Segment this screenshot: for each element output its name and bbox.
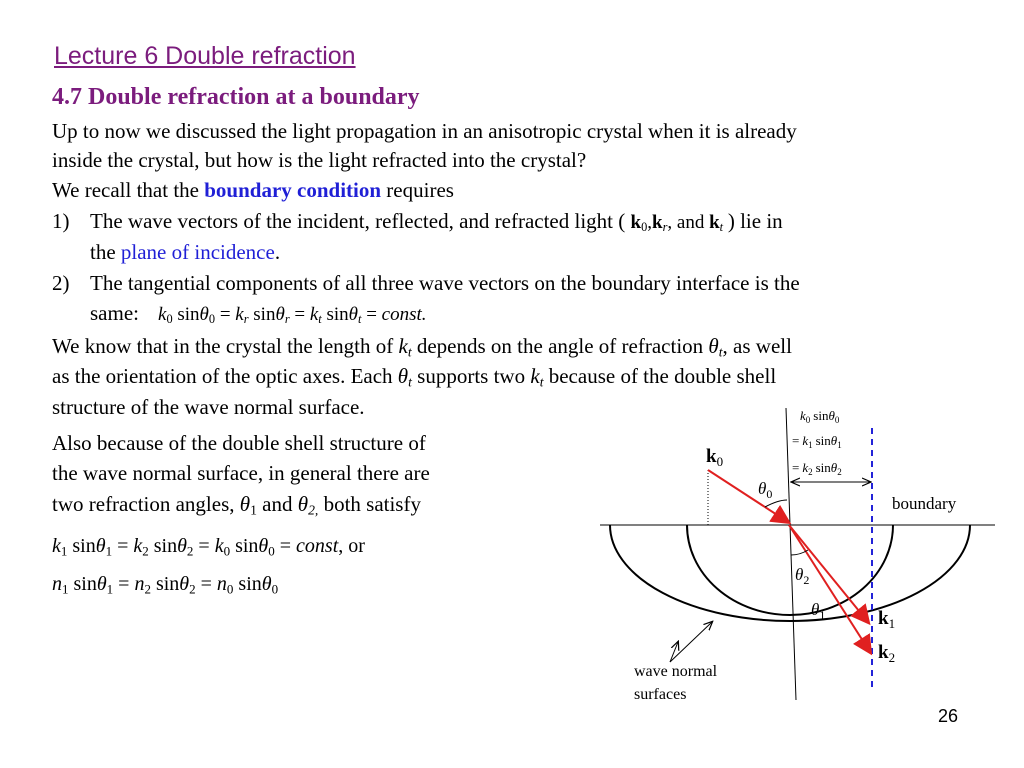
item1-line-1 xyxy=(90,208,783,236)
page-number: 26 xyxy=(938,706,959,726)
theta2-label: $\theta_2$ xyxy=(795,565,810,587)
incident-ray-k0 xyxy=(708,470,788,522)
surfaces-label-line-2: surfaces xyxy=(634,686,687,703)
item1-line2-after: . xyxy=(274,240,281,264)
boundary-label: boundary xyxy=(892,494,957,513)
diagram-eq-bot: = $k_2$ sinθ$_2$ xyxy=(792,460,842,477)
tangential-equation: $k_0$ $\sin\theta_0 = k_r$ $\sin\theta_r = k_t$ sinθ$_t$ = const. xyxy=(158,304,427,327)
k1-label: $k_1$ xyxy=(878,608,896,631)
surfaces-label-line-1: wave normal xyxy=(634,663,718,680)
section-heading: 4.7 Double refraction at a boundary xyxy=(52,84,420,110)
recall-line xyxy=(52,177,454,203)
theta0-label: $\theta_0$ xyxy=(758,479,773,501)
intro-line-1: Up to now we discussed the light propagation in an anisotropic crystal when it is already xyxy=(52,119,797,143)
theta0-arc xyxy=(765,500,787,507)
item1-text-before: The wave vectors of the incident, reflected, and refracted light ( xyxy=(90,209,626,233)
intro-line-2: inside the crystal, but how is the light refracted into the crystal? xyxy=(52,148,587,172)
para4-line-1: Also because of the double shell structure of xyxy=(52,431,426,455)
refracted-ray-k2 xyxy=(789,525,870,652)
normal-line xyxy=(786,408,796,700)
equation-k: $k_1$ $\sin\theta_1 = k_2$ $\sin\theta_2 = k_0$ sinθ$_0$ = const, or xyxy=(52,535,365,559)
para3-line-1: We know that in the crystal the length of $k_t$ depends on the angle of refraction $\theta_t$, as well xyxy=(52,334,792,360)
item1-text-after: ) lie in xyxy=(727,209,783,233)
item2-same-label: same: xyxy=(90,301,139,325)
para3-line-2: as the orientation of the optic axes. Each $\theta_t$ supports two $k_t$ because of the double shell xyxy=(52,364,777,390)
para3-line-3: structure of the wave normal surface. xyxy=(52,395,365,419)
k2-label: $k_2$ xyxy=(878,642,896,665)
diagram-eq-mid: = $k_1$ sinθ$_1$ xyxy=(792,433,842,450)
diagram-eq-top: $k_0$ sinθ$_0$ xyxy=(800,408,840,425)
item2-line-2 xyxy=(90,300,139,326)
item1-line2-before: the xyxy=(90,240,121,264)
boundary-condition-highlight: boundary condition xyxy=(204,178,382,202)
refraction-diagram xyxy=(590,400,1010,710)
item1-number: 1) xyxy=(52,209,70,233)
recall-text-after: requires xyxy=(381,178,454,202)
theta1-label: $\theta_1$ xyxy=(811,600,826,622)
equation-n: $n_1$ $\sin\theta_1 = n_2$ $\sin\theta_2 = n_0$ sinθ$_0$ xyxy=(52,573,279,597)
surfaces-pointer-1 xyxy=(670,642,678,662)
k0-label: $k_0$ xyxy=(706,446,724,469)
para4-line-2: the wave normal surface, in general there are xyxy=(52,461,430,485)
item2-number: 2) xyxy=(52,271,70,295)
recall-text-before: We recall that the xyxy=(52,178,205,202)
surfaces-pointer-2 xyxy=(670,622,712,662)
item1-line-2 xyxy=(90,239,280,265)
para4-line-3: two refraction angles, $\theta_1$ and $\theta_{2,}$ both satisfy xyxy=(52,492,421,518)
slide-title: Lecture 6 Double refraction xyxy=(54,42,356,70)
item2-line-1: The tangential components of all three wave vectors on the boundary interface is the xyxy=(90,271,800,295)
plane-of-incidence-highlight: plane of incidence xyxy=(120,240,275,264)
item1-vector-list: $k_0,k_r$, and $k_t$ xyxy=(630,212,724,235)
